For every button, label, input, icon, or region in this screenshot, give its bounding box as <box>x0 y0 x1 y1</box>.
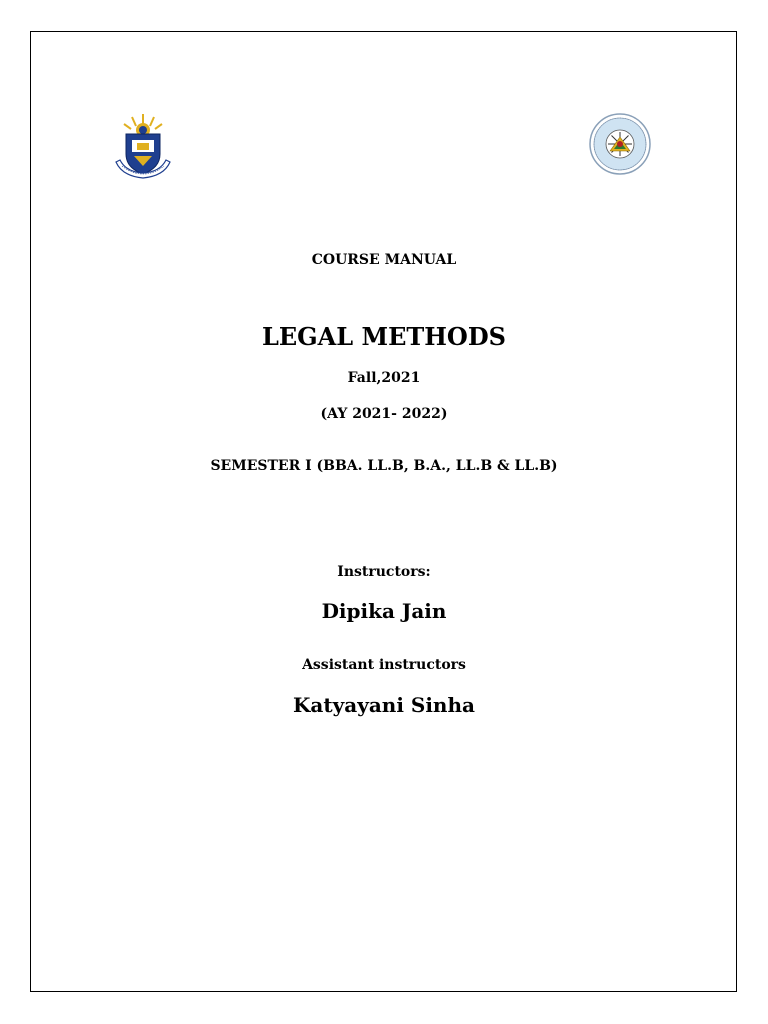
document-heading: COURSE MANUAL <box>311 252 457 268</box>
academic-year: (AY 2021- 2022) <box>320 406 448 422</box>
semester: SEMESTER I (BBA. LL.B, B.A., LL.B & LL.B) <box>210 458 558 474</box>
assistant-instructor-name: Katyayani Sinha <box>293 693 475 717</box>
assistant-instructors-label: Assistant instructors <box>302 657 466 673</box>
instructors-label: Instructors: <box>337 564 431 580</box>
university-crest-icon <box>112 110 174 182</box>
term: Fall,2021 <box>347 370 421 386</box>
instructor-name: Dipika Jain <box>321 599 447 623</box>
law-school-seal-icon <box>588 113 652 175</box>
course-title: LEGAL METHODS <box>262 322 506 351</box>
